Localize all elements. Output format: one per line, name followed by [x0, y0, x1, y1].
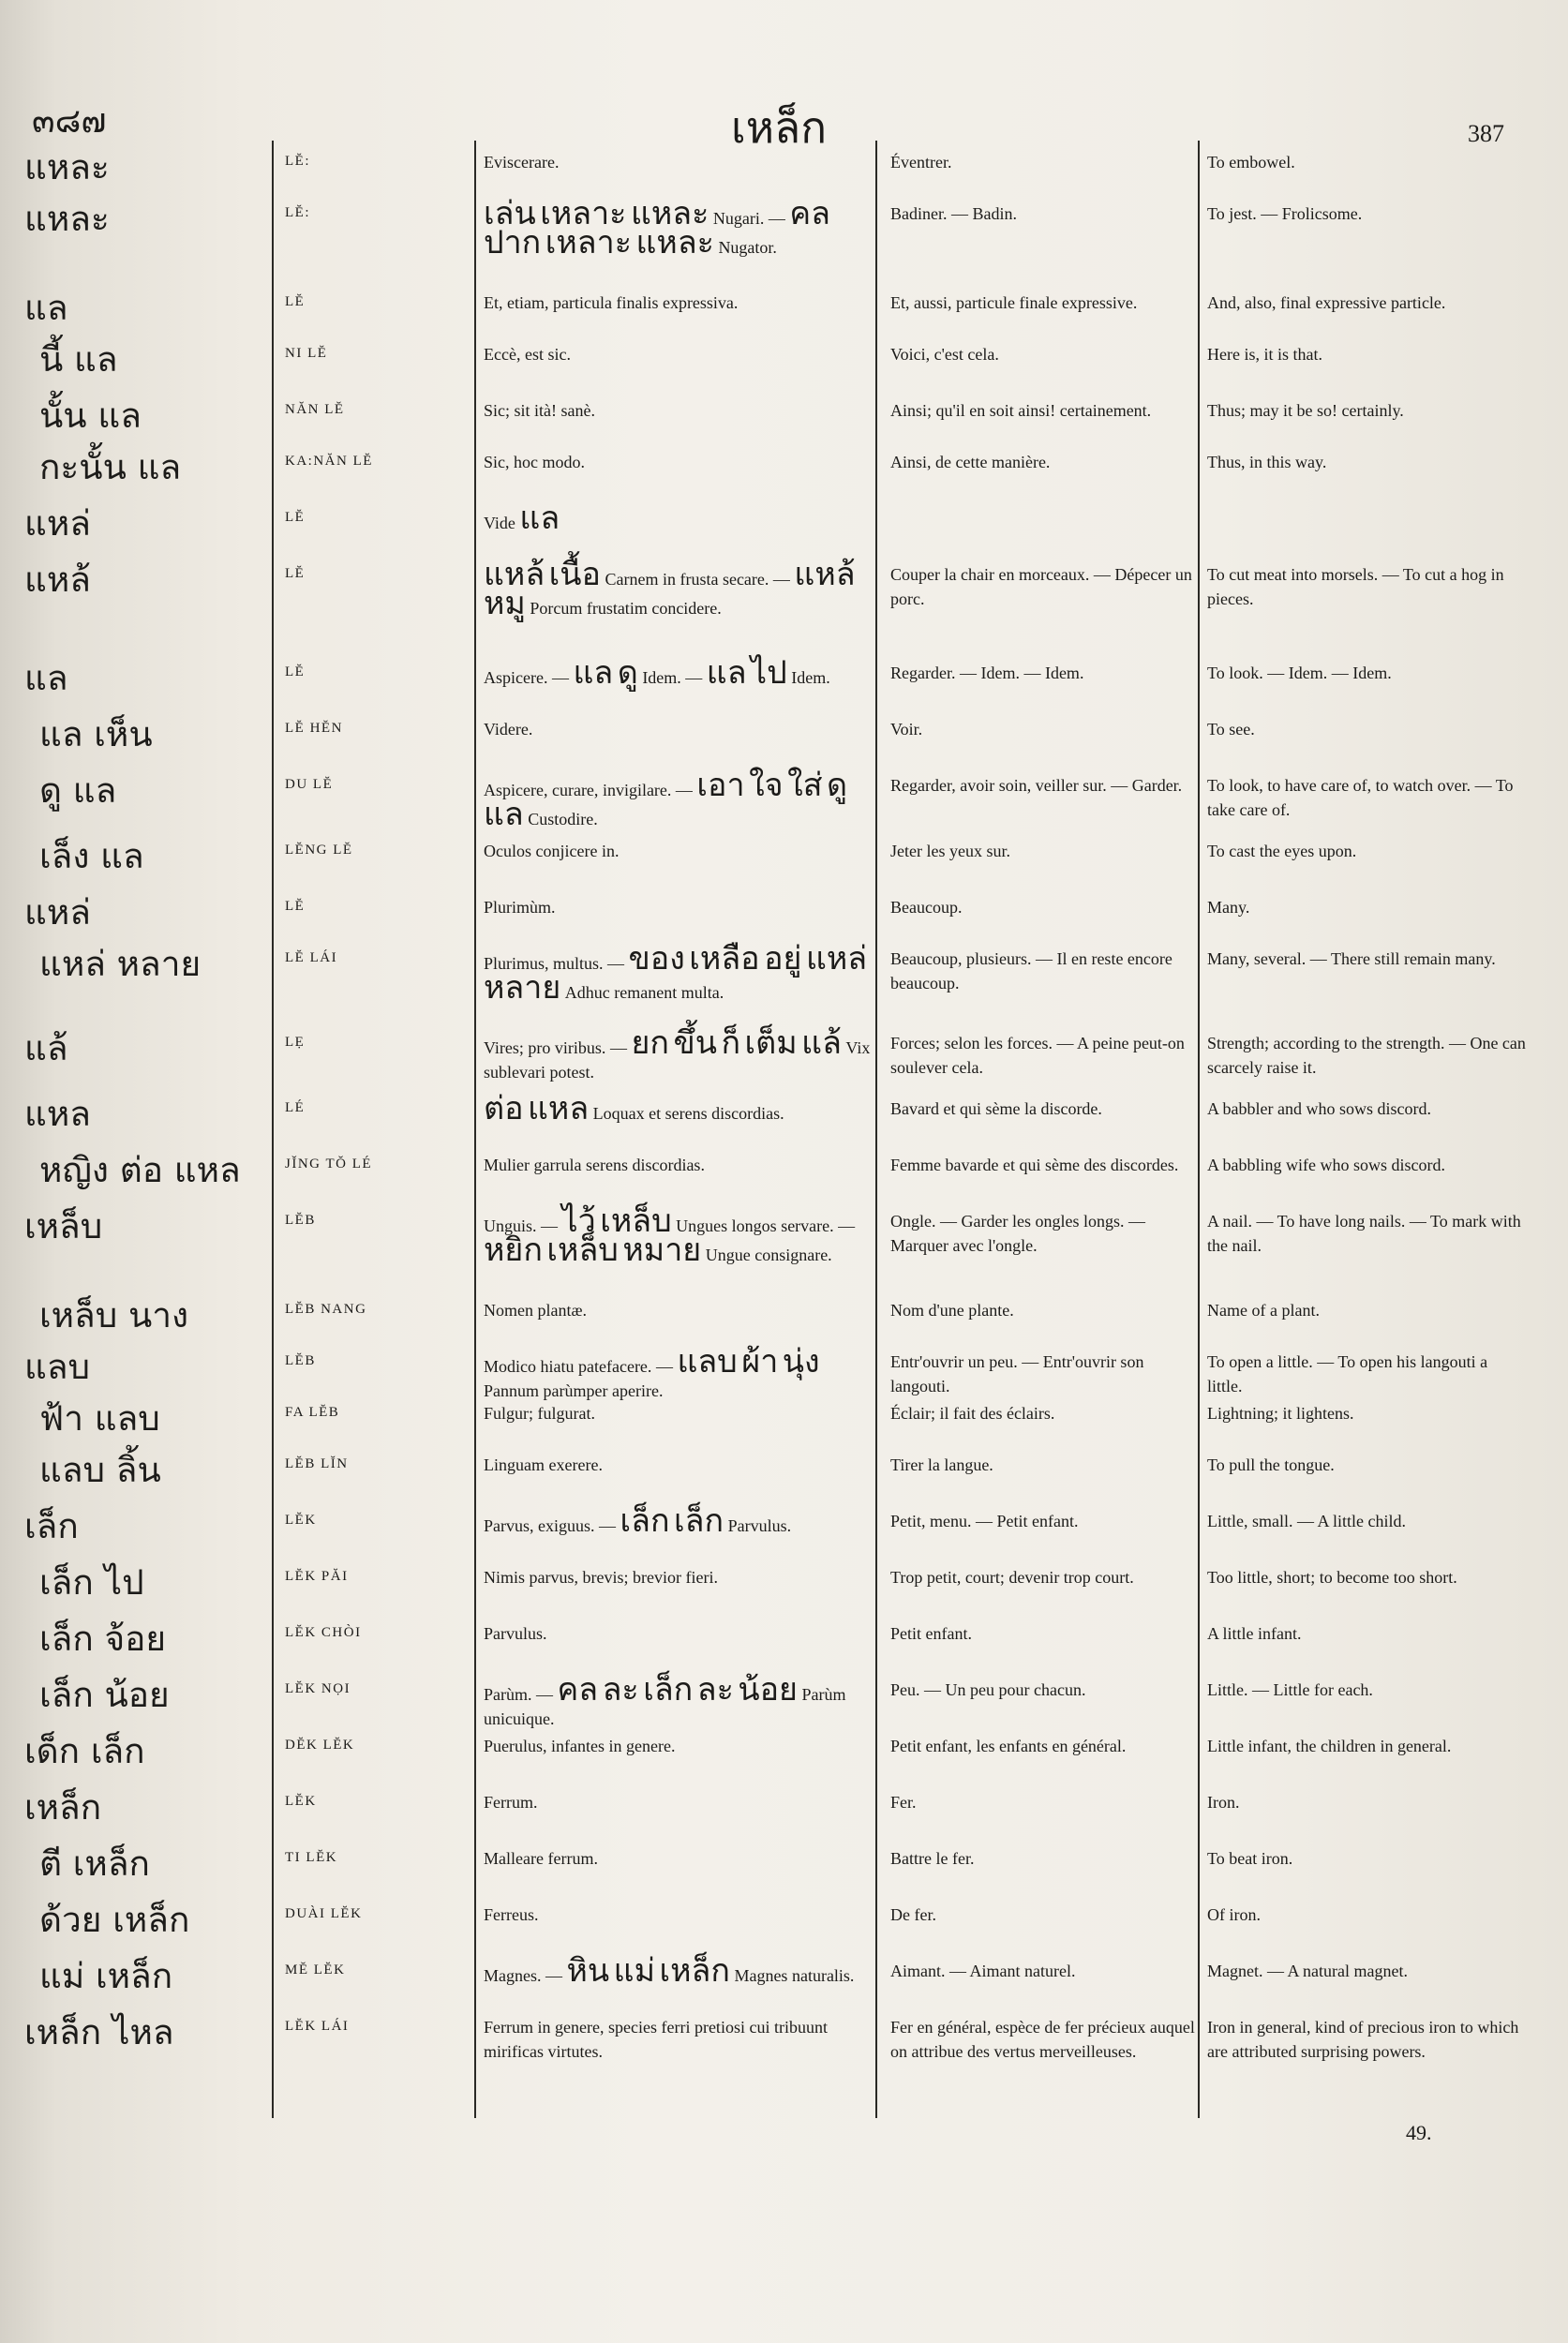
- french-definition: Fer.: [890, 1793, 917, 1812]
- french-definition: Battre le fer.: [890, 1849, 975, 1868]
- latin-definition: Parvus, exiguus. — เล็ก เล็ก Parvulus.: [484, 1502, 792, 1540]
- latin-definition: Plurimus, multus. — ของ เหลือ อยู่ แหล่ หลาย Adhuc remanent multa.: [484, 940, 868, 1007]
- english-definition: Thus; may it be so! certainly.: [1207, 401, 1404, 420]
- romanization: LĔ:: [285, 205, 310, 220]
- thai-headword: แหล่ หลาย: [39, 944, 202, 984]
- romanization: LĔB LĬN: [285, 1456, 349, 1471]
- french-definition: Ainsi, de cette manière.: [890, 453, 1051, 471]
- latin-definition: Eviscerare.: [484, 153, 560, 172]
- romanization: FA LĔB: [285, 1405, 340, 1420]
- latin-definition: แหล้ เนื้อ Carnem in frusta secare. — แหล้ หมู Porcum frustatim concidere.: [484, 556, 856, 622]
- english-definition: A little infant.: [1207, 1624, 1302, 1643]
- thai-headword: แหล: [24, 1094, 91, 1134]
- romanization: LĔB NANG: [285, 1302, 367, 1317]
- latin-definition: Sic, hoc modo.: [484, 453, 586, 471]
- thai-headword: แหล้: [24, 560, 91, 600]
- thai-headword: ฟ้า แลบ: [39, 1398, 160, 1439]
- romanization: LĔB: [285, 1213, 316, 1228]
- english-definition: Thus, in this way.: [1207, 453, 1327, 471]
- english-definition: Strength; according to the strength. — One can scarcely raise it.: [1207, 1034, 1526, 1077]
- latin-definition: Eccè, est sic.: [484, 345, 571, 364]
- english-definition: Many.: [1207, 898, 1250, 917]
- french-definition: Aimant. — Aimant naturel.: [890, 1962, 1076, 1980]
- english-definition: Iron in general, kind of precious iron to which are attributed surprising powers.: [1207, 2018, 1519, 2061]
- french-definition: Ainsi; qu'il en soit ainsi! certainement.: [890, 401, 1152, 420]
- thai-page-number: ๓๘๗: [32, 102, 107, 141]
- column-divider-2: [474, 141, 476, 2118]
- english-definition: Of iron.: [1207, 1905, 1261, 1924]
- column-divider-3: [875, 141, 877, 2118]
- latin-definition: Linguam exerere.: [484, 1455, 603, 1474]
- english-definition: Little. — Little for each.: [1207, 1680, 1373, 1699]
- thai-headword: แล: [24, 288, 68, 328]
- thai-headword: เหล็บ นาง: [39, 1295, 189, 1336]
- thai-headword: แลบ ลิ้น: [39, 1450, 161, 1490]
- latin-definition: Mulier garrula serens discordias.: [484, 1156, 705, 1174]
- romanization: LĔNG LĔ: [285, 843, 353, 858]
- english-definition: To beat iron.: [1207, 1849, 1293, 1868]
- english-definition: Many, several. — There still remain many.: [1207, 949, 1496, 968]
- romanization: LĔK LÁI: [285, 2019, 350, 2034]
- page-number: 387: [1468, 120, 1504, 147]
- latin-definition: Ferreus.: [484, 1905, 539, 1924]
- latin-definition: เล่น เหลาะ แหละ Nugari. — คล ปาก เหลาะ แหละ Nugator.: [484, 195, 830, 261]
- thai-headword: แลบ: [24, 1347, 91, 1387]
- french-definition: Forces; selon les forces. — A peine peut-on soulever cela.: [890, 1034, 1185, 1077]
- latin-definition: Parùm. — คล ละ เล็ก ละ น้อย Parùm unicuique.: [484, 1671, 846, 1728]
- romanization: LĔ: [285, 566, 306, 581]
- latin-definition: Malleare ferrum.: [484, 1849, 598, 1868]
- thai-headword: กะนั้น แล: [39, 447, 182, 487]
- french-definition: Voici, c'est cela.: [890, 345, 999, 364]
- latin-definition: Nomen plantæ.: [484, 1301, 587, 1320]
- french-definition: Ongle. — Garder les ongles longs. — Marquer avec l'ongle.: [890, 1212, 1145, 1255]
- thai-headword: แล เห็น: [39, 714, 153, 754]
- thai-headword: แล้: [24, 1028, 68, 1068]
- english-definition: Little, small. — A little child.: [1207, 1512, 1406, 1530]
- french-definition: Éventrer.: [890, 153, 952, 172]
- latin-definition: Aspicere, curare, invigilare. — เอา ใจ ใส่ ดู แล Custodire.: [484, 767, 848, 833]
- romanization: LĔK: [285, 1513, 317, 1528]
- romanization: LĔ:: [285, 154, 310, 169]
- french-definition: Beaucoup.: [890, 898, 963, 917]
- thai-headword: เล็ก ไป: [39, 1562, 144, 1603]
- romanization: NĂN LĔ: [285, 402, 345, 417]
- french-definition: Couper la chair en morceaux. — Dépecer un porc.: [890, 565, 1192, 608]
- english-definition: Name of a plant.: [1207, 1301, 1320, 1320]
- thai-headword: เหล็ก: [24, 1787, 102, 1828]
- english-definition: To cast the eyes upon.: [1207, 842, 1357, 860]
- latin-definition: Oculos conjicere in.: [484, 842, 620, 860]
- french-definition: Badiner. — Badin.: [890, 204, 1017, 223]
- french-definition: Trop petit, court; devenir trop court.: [890, 1568, 1134, 1587]
- french-definition: De fer.: [890, 1905, 936, 1924]
- latin-definition: Plurimùm.: [484, 898, 556, 917]
- latin-definition: Puerulus, infantes in genere.: [484, 1737, 676, 1755]
- romanization: LĔ: [285, 664, 306, 679]
- latin-definition: Sic; sit ità! sanè.: [484, 401, 596, 420]
- english-definition: To jest. — Frolicsome.: [1207, 204, 1363, 223]
- english-definition: And, also, final expressive particle.: [1207, 293, 1446, 312]
- latin-definition: ต่อ แหล Loquax et serens discordias.: [484, 1090, 784, 1127]
- thai-headword: เหล็ก ไหล: [24, 2012, 174, 2052]
- french-definition: Regarder. — Idem. — Idem.: [890, 664, 1084, 682]
- english-definition: Magnet. — A natural magnet.: [1207, 1962, 1408, 1980]
- thai-headword: ตี เหล็ก: [39, 1843, 150, 1884]
- romanization: LĔ: [285, 899, 306, 914]
- french-definition: Femme bavarde et qui sème des discordes.: [890, 1156, 1179, 1174]
- latin-definition: Unguis. — ไว้ เหล็บ Ungues longos servare. — หยิก เหล็บ หมาย Ungue consignare.: [484, 1202, 856, 1269]
- english-definition: A babbler and who sows discord.: [1207, 1099, 1431, 1118]
- french-definition: Petit enfant, les enfants en général.: [890, 1737, 1127, 1755]
- french-definition: Fer en général, espèce de fer précieux auquel on attribue des vertus merveilleuses.: [890, 2018, 1195, 2061]
- french-definition: Éclair; il fait des éclairs.: [890, 1404, 1055, 1423]
- thai-headword: แหละ: [24, 199, 110, 239]
- romanization: LÉ: [285, 1100, 306, 1115]
- romanization: DUÀI LĔK: [285, 1906, 363, 1921]
- latin-definition: Et, etiam, particula finalis expressiva.: [484, 293, 739, 312]
- english-definition: A nail. — To have long nails. — To mark with the nail.: [1207, 1212, 1521, 1255]
- english-definition: To cut meat into morsels. — To cut a hog in pieces.: [1207, 565, 1504, 608]
- french-definition: Petit enfant.: [890, 1624, 972, 1643]
- thai-headword: ด้วย เหล็ก: [39, 1900, 190, 1940]
- latin-definition: Ferrum in genere, species ferri pretiosi cui tribuunt mirificas virtutes.: [484, 2018, 828, 2061]
- latin-definition: Fulgur; fulgurat.: [484, 1404, 595, 1423]
- thai-headword: เล็ก จ้อย: [39, 1619, 167, 1659]
- column-divider-1: [272, 141, 274, 2118]
- romanization: KA:NĂN LĔ: [285, 454, 373, 469]
- latin-definition: Modico hiatu patefacere. — แลบ ผ้า นุ่ง Pannum parùmper aperire.: [484, 1343, 820, 1400]
- thai-headword: เด็ก เล็ก: [24, 1731, 145, 1771]
- thai-headword: หญิง ต่อ แหล: [39, 1150, 241, 1190]
- latin-definition: Vires; pro viribus. — ยก ขึ้น ก็ เต็ม แล้ Vix sublevari potest.: [484, 1024, 871, 1082]
- romanization: LĔK: [285, 1794, 317, 1809]
- latin-definition: Magnes. — หิน แม่ เหล็ก Magnes naturalis.: [484, 1952, 855, 1990]
- romanization: LĔ HĔN: [285, 721, 343, 736]
- thai-headword: ดู แล: [39, 770, 117, 811]
- signature-mark: 49.: [1406, 2121, 1432, 2144]
- english-definition: Here is, it is that.: [1207, 345, 1322, 364]
- thai-headword: แหล่: [24, 503, 91, 544]
- romanization: LĔ: [285, 510, 306, 525]
- latin-definition: Aspicere. — แล ดู Idem. — แล ไป Idem.: [484, 654, 830, 692]
- french-definition: Nom d'une plante.: [890, 1301, 1014, 1320]
- french-definition: Et, aussi, particule finale expressive.: [890, 293, 1138, 312]
- english-definition: Too little, short; to become too short.: [1207, 1568, 1457, 1587]
- romanization: LĔK CHÒI: [285, 1625, 362, 1640]
- romanization: JǏNG TŎ LÉ: [285, 1157, 373, 1172]
- english-definition: To see.: [1207, 720, 1255, 739]
- english-definition: To pull the tongue.: [1207, 1455, 1335, 1474]
- french-definition: Voir.: [890, 720, 923, 739]
- romanization: NI LĔ: [285, 346, 328, 361]
- latin-definition: Nimis parvus, brevis; brevior fieri.: [484, 1568, 718, 1587]
- latin-definition: Videre.: [484, 720, 533, 739]
- french-definition: Beaucoup, plusieurs. — Il en reste encore beaucoup.: [890, 949, 1172, 992]
- english-definition: To look, to have care of, to watch over. — To take care of.: [1207, 776, 1514, 819]
- english-definition: Iron.: [1207, 1793, 1240, 1812]
- thai-headword: เล็ก น้อย: [39, 1675, 170, 1715]
- thai-headword: นี้ แล: [39, 339, 118, 380]
- thai-headword: แหล่: [24, 892, 91, 933]
- latin-definition: Vide แล: [484, 500, 560, 537]
- english-definition: Little infant, the children in general.: [1207, 1737, 1452, 1755]
- page-title: เหล็ก: [731, 102, 828, 153]
- column-divider-4: [1198, 141, 1200, 2118]
- french-definition: Petit, menu. — Petit enfant.: [890, 1512, 1079, 1530]
- latin-definition: Ferrum.: [484, 1793, 538, 1812]
- french-definition: Peu. — Un peu pour chacun.: [890, 1680, 1086, 1699]
- romanization: DU LĔ: [285, 777, 334, 792]
- latin-definition: Parvulus.: [484, 1624, 547, 1643]
- romanization: LẸ: [285, 1035, 306, 1050]
- romanization: MĔ LĔK: [285, 1962, 346, 1977]
- thai-headword: แหละ: [24, 147, 110, 187]
- thai-headword: เล็ก: [24, 1506, 79, 1546]
- thai-headword: เล็ง แล: [39, 836, 144, 876]
- thai-headword: แม่ เหล็ก: [39, 1956, 173, 1996]
- thai-headword: เหล็บ: [24, 1206, 103, 1246]
- romanization: LĔ: [285, 294, 306, 309]
- french-definition: Regarder, avoir soin, veiller sur. — Garder.: [890, 776, 1183, 795]
- french-definition: Bavard et qui sème la discorde.: [890, 1099, 1102, 1118]
- romanization: LĔK PĂI: [285, 1569, 349, 1584]
- english-definition: To open a little. — To open his langouti a little.: [1207, 1352, 1488, 1395]
- romanization: DĔK LĔK: [285, 1738, 355, 1753]
- romanization: LĔK NỌI: [285, 1681, 351, 1696]
- romanization: LĔB: [285, 1353, 316, 1368]
- thai-headword: แล: [24, 658, 68, 698]
- romanization: TI LĔK: [285, 1850, 338, 1865]
- english-definition: A babbling wife who sows discord.: [1207, 1156, 1445, 1174]
- english-definition: Lightning; it lightens.: [1207, 1404, 1354, 1423]
- thai-headword: นั้น แล: [39, 395, 142, 436]
- french-definition: Entr'ouvrir un peu. — Entr'ouvrir son langouti.: [890, 1352, 1144, 1395]
- french-definition: Tirer la langue.: [890, 1455, 993, 1474]
- romanization: LĔ LÁI: [285, 950, 338, 965]
- english-definition: To embowel.: [1207, 153, 1295, 172]
- english-definition: To look. — Idem. — Idem.: [1207, 664, 1392, 682]
- french-definition: Jeter les yeux sur.: [890, 842, 1010, 860]
